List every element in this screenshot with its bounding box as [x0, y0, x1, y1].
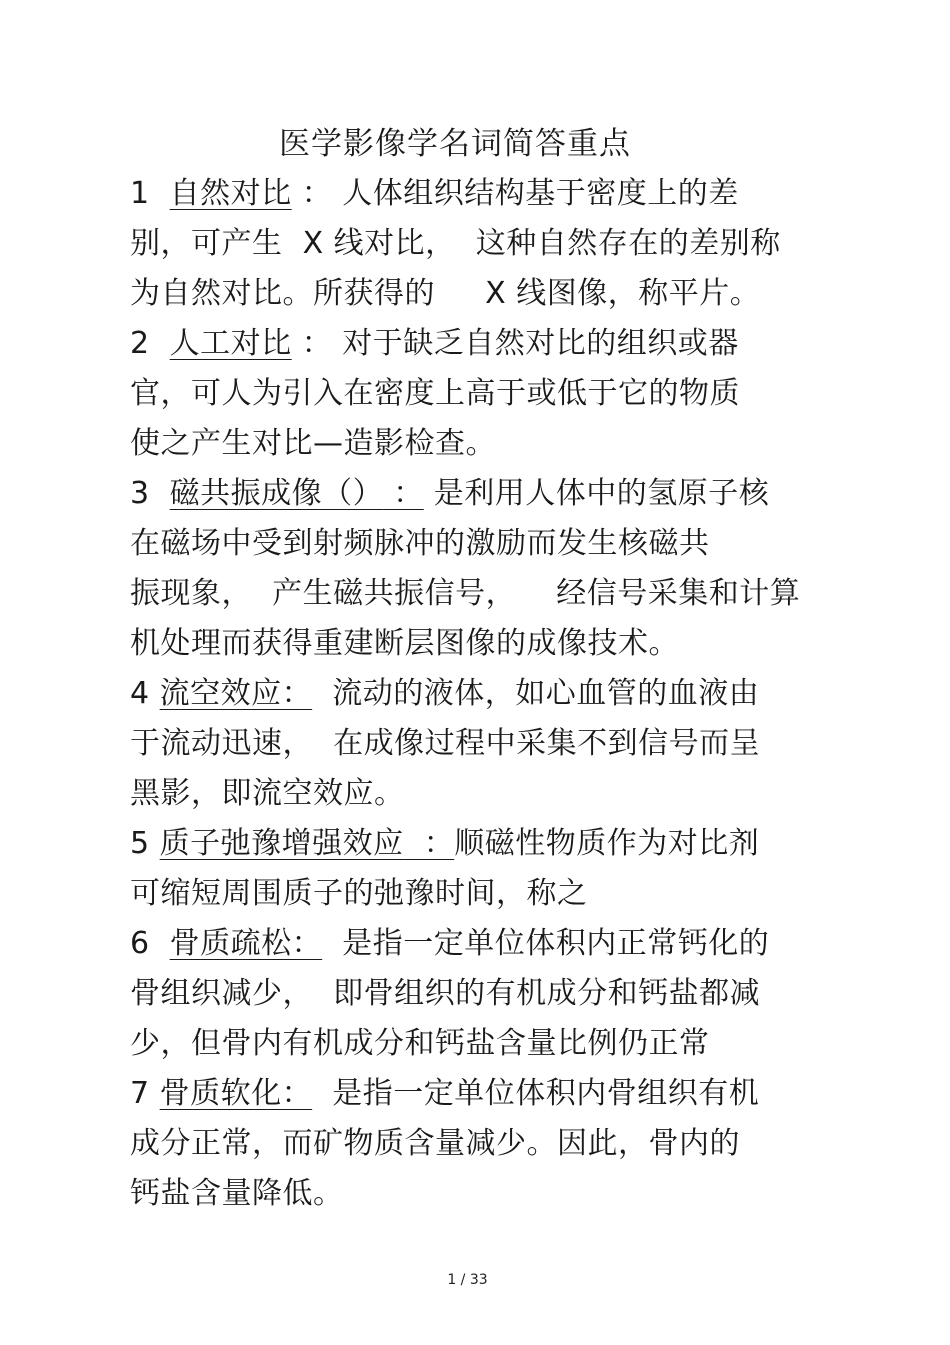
entry-term: 自然对比 — [169, 176, 292, 211]
entry-text: 人体组织结构基于密度上的差 — [342, 176, 739, 211]
entry-2-line-3: 使之产生对比—造影检查。 — [130, 426, 496, 461]
entry-colon: ： — [291, 326, 333, 361]
entry-1-line-3: 为自然对比。所获得的 X 线图像，称平片。 — [130, 276, 761, 311]
entry-5-line-1 — [130, 822, 759, 866]
entry-4-line-3: 黑影，即流空效应。 — [130, 776, 405, 811]
entry-number: 6 — [130, 926, 150, 961]
entry-text: 顺磁性物质作为对比剂 — [454, 826, 760, 861]
entry-3-line-4: 机处理而获得重建断层图像的成像技术。 — [130, 626, 679, 661]
entry-2-line-2: 官，可人为引入在密度上高于或低于它的物质 — [130, 376, 740, 411]
entry-text: 是指一定单位体积内正常钙化的 — [342, 926, 770, 961]
entry-2-line-1 — [130, 322, 739, 366]
document-title: 医学影像学名词简答重点 — [279, 126, 631, 162]
entry-5-line-2: 可缩短周围质子的弛豫时间，称之 — [130, 876, 588, 911]
entry-7-line-1 — [130, 1072, 759, 1116]
page-number: 1 / 33 — [447, 1272, 488, 1288]
entry-colon: ： — [403, 826, 455, 861]
entry-text: 对于缺乏自然对比的组织或器 — [342, 326, 739, 361]
entry-7-line-2: 成分正常，而矿物质含量减少。因此，骨内的 — [130, 1126, 740, 1161]
entry-number: 7 — [130, 1076, 150, 1111]
entry-text: 是利用人体中的氢原子核 — [433, 476, 770, 511]
entry-4-line-1 — [130, 672, 759, 716]
entry-term: 质子弛豫增强效应 — [159, 826, 404, 861]
entry-3-line-1 — [130, 472, 769, 516]
entry-text: 流动的液体，如心血管的血液由 — [332, 676, 760, 711]
entry-term: 骨质疏松： — [169, 926, 323, 961]
entry-colon: ： — [291, 176, 333, 211]
entry-number: 2 — [130, 326, 150, 361]
entry-1-line-2: 别，可产生 X 线对比， 这种自然存在的差别称 — [130, 226, 781, 261]
entry-number: 4 — [130, 676, 150, 711]
entry-3-line-2: 在磁场中受到射频脉冲的激励而发生核磁共 — [130, 526, 710, 561]
entry-number: 1 — [130, 176, 150, 211]
entry-6-line-3: 少，但骨内有机成分和钙盐含量比例仍正常 — [130, 1026, 710, 1061]
entry-term: 流空效应： — [159, 676, 313, 711]
entry-4-line-2: 于流动迅速， 在成像过程中采集不到信号而呈 — [130, 726, 761, 761]
entry-term: 人工对比 — [169, 326, 292, 361]
entry-1-line-1 — [130, 172, 739, 216]
entry-number: 5 — [130, 826, 150, 861]
entry-7-line-3: 钙盐含量降低。 — [130, 1176, 344, 1211]
entry-number: 3 — [130, 476, 150, 511]
entry-colon: ： — [383, 476, 424, 511]
entry-6-line-2: 骨组织减少， 即骨组织的有机成分和钙盐都减 — [130, 976, 761, 1011]
entry-3-line-3: 振现象， 产生磁共振信号， 经信号采集和计算 — [130, 576, 801, 611]
entry-6-line-1 — [130, 922, 769, 966]
entry-term: 骨质软化： — [159, 1076, 313, 1111]
entry-term: 磁共振成像（） — [169, 476, 384, 511]
entry-text: 是指一定单位体积内骨组织有机 — [332, 1076, 760, 1111]
